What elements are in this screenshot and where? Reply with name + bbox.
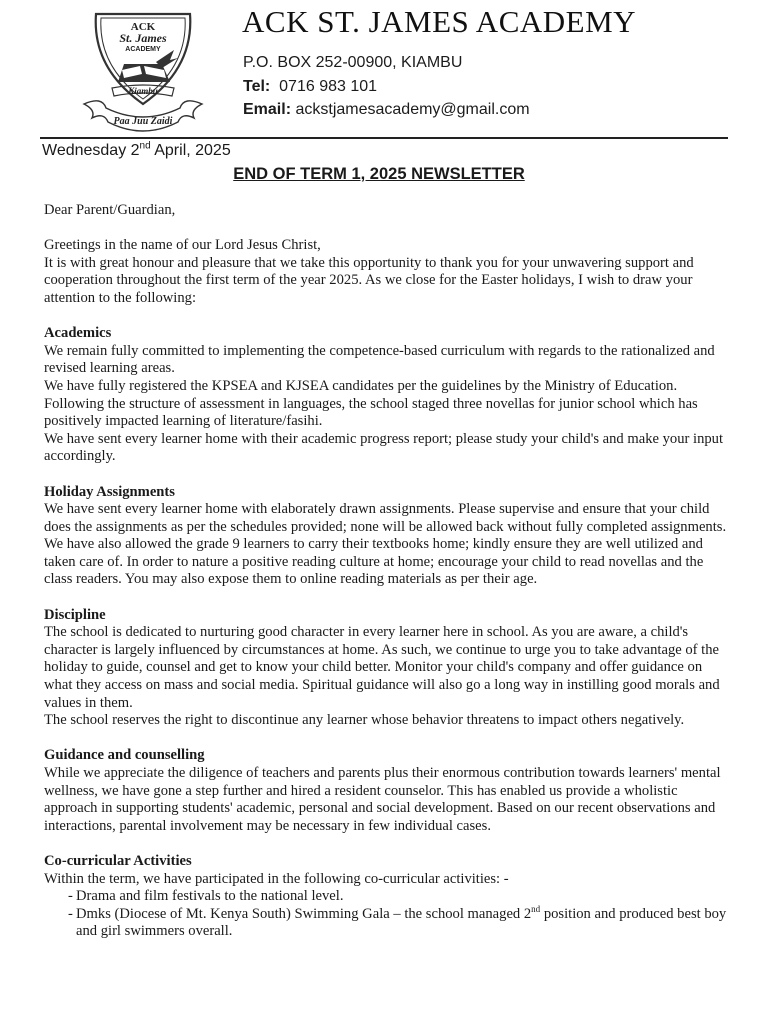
tel-label: Tel:: [243, 78, 271, 95]
school-name: ACK ST. JAMES ACADEMY: [242, 4, 637, 39]
newsletter-title: END OF TERM 1, 2025 NEWSLETTER: [233, 165, 525, 183]
crest-text-ack: ACK: [130, 21, 156, 33]
academics-paragraph: Following the structure of assessment in languages, the school staged three novellas for junior school which has positively impacted learning of literature/fasihi.: [44, 395, 698, 430]
crest-text-academy: ACADEMY: [125, 46, 161, 53]
holiday-paragraph: We have also allowed the grade 9 learners to carry their textbooks home; kindly ensure they are well utilized and taken care of. In order to nature a positive reading culture at home; encourage your child to read novellas and the class readers. You may also expose them to online reading materials as per their age.: [44, 536, 704, 588]
email-label: Email:: [243, 101, 292, 118]
holiday-paragraph: We have sent every learner home with elaborately drawn assignments. Please supervise and ensure that your child does the assignments as per the schedules provided; none will be allowed back without fully completed assignments.: [44, 501, 727, 535]
date-suffix: nd: [139, 140, 151, 152]
academics-paragraph: We have fully registered the KPSEA and KJSEA candidates per the guidelines by the Ministry of Education.: [44, 377, 678, 394]
intro-greeting: Greetings in the name of our Lord Jesus Christ,: [44, 237, 321, 254]
discipline-paragraph: The school is dedicated to nurturing good character in every learner here in school. As you are aware, a child's character is largely influenced by circumstances at home. As such, we continue to urge you to take advantage of the holiday to guide, counsel and get to know your child better. Monitor your child's company and offer guidance on what they access on mass and social media. Spiritual guidance will also go a long way in instilling good morals and values in them.: [44, 624, 720, 711]
address: P.O. BOX 252-00900, KIAMBU: [243, 54, 463, 71]
letter-body: [44, 202, 729, 941]
salutation: Dear Parent/Guardian,: [44, 202, 176, 218]
intro-text: It is with great honour and pleasure that we take this opportunity to thank you for your unwavering support and cooperation throughout the first term of the year 2025. As we close for the Easter holidays, I wish to draw your attention to the following:: [44, 254, 694, 306]
list-item: - Dmks (Diocese of Mt. Kenya South) Swimming Gala – the school managed 2nd position and produced best boy and girl swimmers overall.: [44, 906, 729, 941]
cocurricular-heading: Co-curricular Activities: [44, 852, 192, 869]
telephone-line: [243, 78, 377, 96]
crest-text-name: St. James: [119, 31, 167, 45]
date-day: Wednesday 2: [42, 142, 140, 159]
header-divider: [40, 137, 728, 139]
guidance-paragraph: While we appreciate the diligence of teachers and parents plus their enormous contribution towards learners' mental wellness, we have gone a step further and hired a resident counselor. This has enabled us provide a wholistic approach in supporting students' academic, personal and social development. Based on our recent observations and interactions, parental involvement may be necessary in few individual cases.: [44, 765, 721, 834]
guidance-heading: Guidance and counselling: [44, 747, 205, 764]
tel-number: 0716 983 101: [279, 78, 378, 95]
holiday-heading: Holiday Assignments: [44, 483, 175, 500]
email-address: ackstjamesacademy@gmail.com: [295, 101, 530, 118]
academics-paragraph: We have sent every learner home with their academic progress report; please study your child's and make your input accordingly.: [44, 430, 724, 465]
crest-ribbon-text: Kiambu: [128, 86, 158, 96]
crest-motto: Paa Juu Zaidi: [113, 116, 173, 127]
cocurricular-list: [44, 888, 729, 941]
email-line: [243, 101, 530, 119]
discipline-heading: Discipline: [44, 606, 106, 623]
academics-paragraph: We remain fully committed to implementing the competence-based curriculum with regards to the rationalized and revised learning areas.: [44, 342, 715, 377]
letter-date: [42, 142, 231, 160]
academics-heading: Academics: [44, 325, 112, 342]
discipline-paragraph: The school reserves the right to discontinue any learner whose behavior threatens to impact others negatively.: [44, 712, 685, 729]
cocurricular-intro: Within the term, we have participated in the following co-curricular activities: -: [44, 870, 509, 887]
date-rest: April, 2025: [150, 142, 231, 159]
list-item: - Drama and film festivals to the national level.: [44, 888, 729, 906]
letterhead: [0, 0, 768, 140]
school-crest-logo: [78, 8, 208, 136]
